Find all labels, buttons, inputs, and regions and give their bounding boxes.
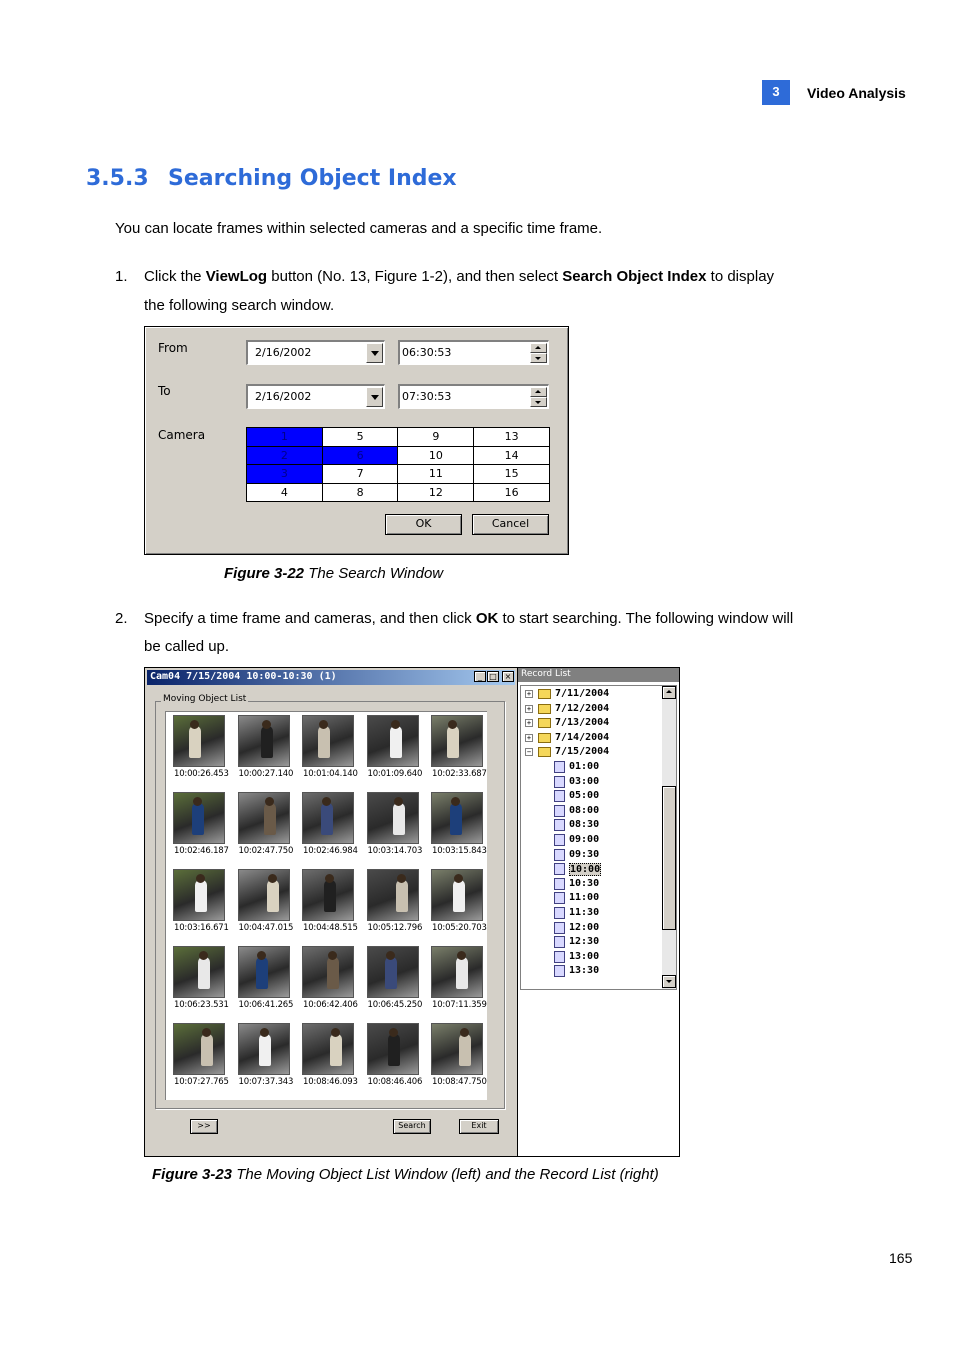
person-body-shape xyxy=(201,1034,213,1066)
from-label: From xyxy=(158,341,188,355)
thumbnail-timestamp: 10:03:14.703 xyxy=(367,846,423,856)
tree-date-label: 7/12/2004 xyxy=(555,702,610,714)
person-body-shape xyxy=(385,957,397,989)
thumbnail-timestamp: 10:04:48.515 xyxy=(303,923,358,933)
to-time-up-button[interactable] xyxy=(530,387,547,397)
arrow-down-icon xyxy=(666,980,672,983)
person-body-shape xyxy=(450,803,462,835)
expand-icon[interactable]: + xyxy=(526,733,532,742)
person-head-shape xyxy=(394,797,403,806)
step-1-search-object-index: Search Object Index xyxy=(562,268,707,285)
person-body-shape xyxy=(198,957,210,989)
step-1-text-b: button (No. 13, Figure 1-2), and then select xyxy=(267,268,563,285)
object-thumbnail[interactable] xyxy=(238,869,290,921)
step-1-viewlog: ViewLog xyxy=(205,268,268,285)
person-head-shape xyxy=(325,874,334,883)
camera-cell[interactable]: 15 xyxy=(474,465,550,484)
maximize-icon[interactable]: □ xyxy=(487,671,499,682)
tree-date-label: 7/13/2004 xyxy=(555,717,610,729)
person-body-shape xyxy=(327,957,339,989)
camera-cell[interactable]: 8 xyxy=(322,483,398,502)
object-thumbnail[interactable] xyxy=(238,946,290,998)
from-date-combo[interactable] xyxy=(246,340,385,365)
thumbnail-timestamp: 10:08:46.406 xyxy=(367,1077,423,1087)
thumbnail-timestamp: 10:07:27.765 xyxy=(174,1077,229,1087)
minimize-icon[interactable]: _ xyxy=(474,671,486,682)
person-body-shape xyxy=(321,803,333,835)
exit-button[interactable]: Exit xyxy=(459,1119,499,1134)
person-body-shape xyxy=(264,803,276,835)
page-number: 165 xyxy=(889,1250,913,1266)
person-head-shape xyxy=(454,874,463,883)
folder-icon xyxy=(538,733,551,743)
record-list-title: Record List xyxy=(521,669,571,679)
record-file-icon xyxy=(554,892,565,904)
camera-cell[interactable]: 1 xyxy=(247,428,323,447)
object-thumbnail[interactable] xyxy=(431,715,483,767)
camera-cell[interactable]: 9 xyxy=(398,428,474,447)
scroll-up-button[interactable] xyxy=(662,686,676,699)
scrollbar-thumb[interactable] xyxy=(662,786,676,930)
to-time-value: 07:30:53 xyxy=(402,390,452,403)
thumbnail-timestamp: 10:00:26.453 xyxy=(174,769,229,779)
person-body-shape xyxy=(267,880,279,912)
step-2-text-line2: be called up. xyxy=(144,638,230,655)
person-head-shape xyxy=(386,951,395,960)
thumbnail-timestamp: 10:02:46.187 xyxy=(174,846,229,856)
window-titlebar xyxy=(147,670,515,685)
from-time-up-button[interactable] xyxy=(530,343,547,353)
thumbnail-timestamp: 10:02:46.984 xyxy=(303,846,358,856)
camera-grid xyxy=(246,427,550,502)
person-body-shape xyxy=(330,1034,342,1066)
moving-object-group-label: Moving Object List xyxy=(163,694,247,704)
record-file-icon xyxy=(554,907,565,919)
from-date-value: 2/16/2002 xyxy=(255,346,312,359)
folder-icon xyxy=(538,704,551,714)
thumbnail-timestamp: 10:01:09.640 xyxy=(367,769,423,779)
thumbnail-timestamp: 10:00:27.140 xyxy=(238,769,294,779)
person-head-shape xyxy=(391,720,400,729)
person-body-shape xyxy=(393,803,405,835)
person-head-shape xyxy=(199,951,208,960)
scroll-down-button[interactable] xyxy=(662,975,676,988)
person-head-shape xyxy=(193,797,202,806)
figure-3-22-text: The Search Window xyxy=(304,565,444,582)
person-head-shape xyxy=(389,1028,398,1037)
camera-cell[interactable]: 2 xyxy=(247,446,323,465)
camera-cell[interactable]: 7 xyxy=(322,465,398,484)
record-file-icon xyxy=(554,805,565,817)
person-head-shape xyxy=(190,720,199,729)
person-body-shape xyxy=(259,1034,271,1066)
person-body-shape xyxy=(192,803,204,835)
person-head-shape xyxy=(262,720,271,729)
tree-hour-label: 13:30 xyxy=(569,965,600,977)
object-thumbnail[interactable] xyxy=(431,792,483,844)
intro-paragraph: You can locate frames within selected cameras and a specific time frame. xyxy=(115,220,603,237)
figure-3-23-caption xyxy=(152,1166,659,1183)
camera-cell[interactable]: 14 xyxy=(474,446,550,465)
thumbnail-timestamp: 10:03:15.843 xyxy=(432,846,487,856)
thumbnail-timestamp: 10:04:47.015 xyxy=(238,923,294,933)
folder-icon xyxy=(538,747,551,757)
figure-3-22-caption xyxy=(224,565,443,582)
chapter-title: Video Analysis xyxy=(807,85,906,101)
search-button[interactable]: Search xyxy=(393,1119,431,1134)
camera-label: Camera xyxy=(158,428,206,442)
record-list-window xyxy=(517,667,680,1157)
tree-date-label: 7/11/2004 xyxy=(555,688,610,699)
record-file-icon xyxy=(554,849,565,861)
person-head-shape xyxy=(257,951,266,960)
record-file-icon xyxy=(554,863,565,875)
step-2-text xyxy=(144,609,793,629)
arrow-up-icon xyxy=(535,390,541,393)
cancel-button[interactable]: Cancel xyxy=(472,514,549,535)
folder-icon xyxy=(538,718,551,728)
tree-hour-label: 12:00 xyxy=(569,921,600,933)
tree-hour-label: 08:00 xyxy=(569,804,600,816)
thumbnail-timestamp: 10:05:20.703 xyxy=(432,923,487,933)
arrow-down-icon xyxy=(535,401,541,404)
from-time-spinner[interactable] xyxy=(398,340,549,365)
record-file-icon xyxy=(554,776,565,788)
person-body-shape xyxy=(459,1034,471,1066)
camera-cell[interactable]: 4 xyxy=(247,483,323,502)
person-head-shape xyxy=(457,951,466,960)
tree-hour-label: 09:00 xyxy=(569,834,600,845)
tree-hour-label: 10:00 xyxy=(570,864,601,876)
tree-hour-label: 09:30 xyxy=(569,848,600,860)
person-body-shape xyxy=(453,880,465,912)
arrow-up-icon xyxy=(535,346,541,349)
to-date-value: 2/16/2002 xyxy=(255,390,312,403)
step-1-text xyxy=(144,267,774,287)
record-file-icon xyxy=(554,761,565,773)
object-thumbnail[interactable] xyxy=(367,715,419,767)
record-file-icon xyxy=(554,951,565,963)
object-thumbnail[interactable] xyxy=(302,792,354,844)
tree-hour-label: 10:30 xyxy=(569,877,600,889)
object-thumbnail[interactable] xyxy=(431,946,483,998)
arrow-up-icon xyxy=(666,690,672,693)
to-time-spinner[interactable] xyxy=(398,384,549,409)
person-head-shape xyxy=(202,1028,211,1037)
camera-cell[interactable]: 5 xyxy=(322,428,398,447)
object-thumbnail[interactable] xyxy=(302,1023,354,1075)
search-window xyxy=(144,326,569,555)
tree-hour-label: 13:00 xyxy=(569,950,600,962)
figure-3-22-label: Figure 3-22 xyxy=(224,565,305,582)
person-head-shape xyxy=(260,1028,269,1037)
tree-hour-label: 11:00 xyxy=(569,892,600,904)
tree-date-label: 7/14/2004 xyxy=(555,731,610,743)
object-thumbnail[interactable] xyxy=(238,715,290,767)
person-head-shape xyxy=(331,1028,340,1037)
object-thumbnail[interactable] xyxy=(173,946,225,998)
person-head-shape xyxy=(322,797,331,806)
person-head-shape xyxy=(268,874,277,883)
record-file-icon xyxy=(554,819,565,831)
chapter-number-badge: 3 xyxy=(762,80,790,105)
object-thumbnail[interactable] xyxy=(238,792,290,844)
record-tree xyxy=(520,685,677,990)
object-thumbnail[interactable] xyxy=(302,946,354,998)
figure-3-23-text: The Moving Object List Window (left) and the Record List (right) xyxy=(232,1166,659,1183)
collapse-icon[interactable]: − xyxy=(526,748,532,757)
object-thumbnail[interactable] xyxy=(302,715,354,767)
from-time-down-button[interactable] xyxy=(530,353,547,363)
to-date-dropdown-button[interactable] xyxy=(366,387,383,407)
ok-button[interactable]: OK xyxy=(385,514,462,535)
step-2-ok: OK xyxy=(475,610,499,627)
camera-cell[interactable]: 11 xyxy=(398,465,474,484)
object-thumbnail[interactable] xyxy=(367,869,419,921)
object-thumbnail[interactable] xyxy=(302,869,354,921)
object-thumbnail[interactable] xyxy=(173,869,225,921)
person-head-shape xyxy=(451,797,460,806)
person-body-shape xyxy=(447,726,459,758)
figure-3-23-label: Figure 3-23 xyxy=(152,1166,233,1183)
arrow-down-icon xyxy=(535,357,541,360)
object-thumbnail[interactable] xyxy=(173,792,225,844)
person-body-shape xyxy=(256,957,268,989)
person-body-shape xyxy=(388,1034,400,1066)
person-body-shape xyxy=(195,880,207,912)
tree-hour-label: 01:00 xyxy=(569,761,600,772)
from-date-dropdown-button[interactable] xyxy=(366,343,383,363)
step-1-text-c: to display xyxy=(706,268,775,285)
person-body-shape xyxy=(189,726,201,758)
object-thumbnail[interactable] xyxy=(173,1023,225,1075)
tree-hour-label: 03:00 xyxy=(569,775,600,787)
from-time-value: 06:30:53 xyxy=(402,346,452,359)
thumbnail-timestamp: 10:02:33.687 xyxy=(432,769,487,779)
record-file-icon xyxy=(554,922,565,934)
thumbnail-timestamp: 10:08:46.093 xyxy=(303,1077,358,1087)
step-2-number: 2. xyxy=(115,610,128,627)
person-body-shape xyxy=(318,726,330,758)
thumbnail-timestamp: 10:03:16.671 xyxy=(174,923,229,933)
person-head-shape xyxy=(460,1028,469,1037)
object-thumbnail[interactable] xyxy=(367,1023,419,1075)
section-title: Searching Object Index xyxy=(168,166,457,191)
thumbnail-timestamp: 10:01:04.140 xyxy=(303,769,358,779)
thumbnail-timestamp: 10:02:47.750 xyxy=(238,846,294,856)
person-body-shape xyxy=(261,726,273,758)
person-head-shape xyxy=(328,951,337,960)
step-2-text-a: Specify a time frame and cameras, and then click xyxy=(144,610,476,627)
section-heading xyxy=(86,166,457,191)
record-file-icon xyxy=(554,965,565,977)
person-body-shape xyxy=(456,957,468,989)
thumbnail-timestamp: 10:06:45.250 xyxy=(367,1000,423,1010)
camera-cell[interactable]: 13 xyxy=(474,428,550,447)
object-thumbnail[interactable] xyxy=(238,1023,290,1075)
tree-hour-label: 12:30 xyxy=(569,936,600,948)
chevron-down-icon xyxy=(371,351,379,356)
thumbnail-timestamp: 10:08:47.750 xyxy=(432,1077,487,1087)
camera-cell[interactable]: 10 xyxy=(398,446,474,465)
person-head-shape xyxy=(397,874,406,883)
object-thumbnail[interactable] xyxy=(367,946,419,998)
camera-cell[interactable]: 16 xyxy=(474,483,550,502)
person-head-shape xyxy=(196,874,205,883)
step-1-number: 1. xyxy=(115,268,128,285)
object-thumbnail[interactable] xyxy=(431,869,483,921)
object-thumbnail[interactable] xyxy=(431,1023,483,1075)
thumbnail-timestamp: 10:06:42.406 xyxy=(303,1000,358,1010)
expand-icon[interactable]: + xyxy=(526,704,532,713)
thumbnail-timestamp: 10:07:37.343 xyxy=(238,1077,294,1087)
thumbnail-timestamp: 10:06:41.265 xyxy=(238,1000,294,1010)
section-number: 3.5.3 xyxy=(86,166,149,191)
person-head-shape xyxy=(319,720,328,729)
tree-hour-label: 05:00 xyxy=(569,790,600,802)
thumbnail-timestamp: 10:05:12.796 xyxy=(367,923,423,933)
thumbnail-grid xyxy=(165,711,487,1100)
person-body-shape xyxy=(396,880,408,912)
expand-icon[interactable]: + xyxy=(526,690,532,698)
person-head-shape xyxy=(265,797,274,806)
record-file-icon xyxy=(554,790,565,802)
record-list-titlebar xyxy=(518,668,679,682)
person-body-shape xyxy=(324,880,336,912)
tree-hour-label: 08:30 xyxy=(569,819,600,831)
close-icon[interactable]: × xyxy=(502,671,514,682)
person-body-shape xyxy=(390,726,402,758)
person-head-shape xyxy=(448,720,457,729)
record-file-icon xyxy=(554,878,565,890)
moving-object-list-window xyxy=(144,667,518,1157)
object-thumbnail[interactable] xyxy=(173,715,225,767)
chevron-down-icon xyxy=(371,395,379,400)
step-2-text-b: to start searching. The following window will xyxy=(498,610,794,627)
record-file-icon xyxy=(554,834,565,846)
expand-icon[interactable]: + xyxy=(526,719,532,728)
to-label: To xyxy=(158,384,171,398)
window-title: Cam04 7/15/2004 10:00-10:30 (1) xyxy=(150,671,337,682)
step-1-text-line2: the following search window. xyxy=(144,297,335,314)
scrollbar[interactable] xyxy=(662,686,676,989)
tree-hour-label: 11:30 xyxy=(569,907,600,918)
to-time-down-button[interactable] xyxy=(530,397,547,407)
thumbnail-timestamp: 10:07:11.359 xyxy=(432,1000,487,1010)
folder-icon xyxy=(538,689,551,699)
to-date-combo[interactable] xyxy=(246,384,385,409)
tree-date-label: 7/15/2004 xyxy=(555,746,610,758)
next-page-button[interactable]: >> xyxy=(190,1119,218,1134)
step-1-text-a: Click the xyxy=(144,268,206,285)
camera-cell[interactable]: 6 xyxy=(322,446,398,465)
record-file-icon xyxy=(554,936,565,948)
camera-cell[interactable]: 12 xyxy=(398,483,474,502)
thumbnail-timestamp: 10:06:23.531 xyxy=(174,1000,229,1010)
camera-cell[interactable]: 3 xyxy=(247,465,323,484)
object-thumbnail[interactable] xyxy=(367,792,419,844)
